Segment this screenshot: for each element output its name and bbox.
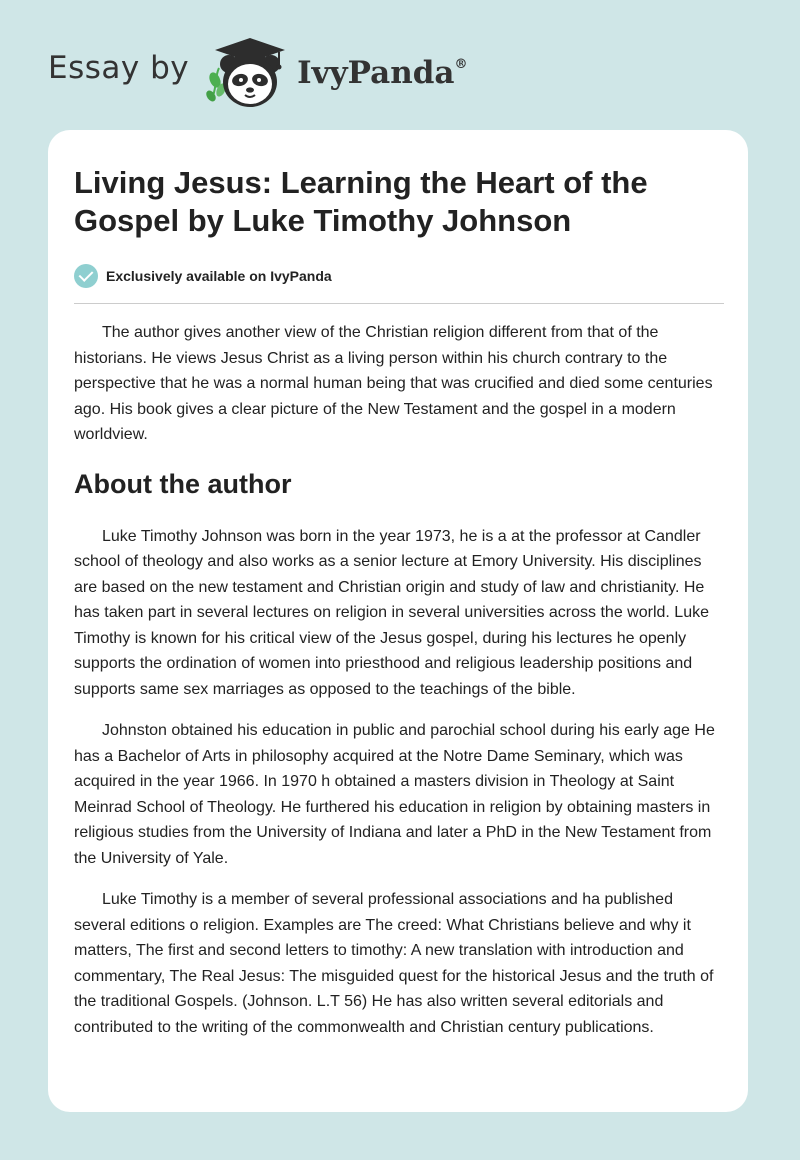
exclusive-badge	[74, 264, 332, 288]
site-header	[48, 34, 468, 114]
intro-paragraph: The author gives another view of the Christian religion different from that of the historians. He views Jesus Christ as a living person within his church contrary to the perspective that he was a normal human being that was crucified and died some centuries ago. His book gives a clear picture of the New Testament and the gospel in a modern worldview.	[74, 324, 713, 443]
registered-mark: ®	[454, 57, 468, 72]
body-paragraph: Luke Timothy Johnson was born in the year 1973, he is a at the professor at Candler school of theology and also works as a senior lecture at Emory University. His disciplines are based on the new testament and Christian origin and study of law and christianity. He has taken part in several lectures on religion in several universities across the world. Luke Timothy is known for his critical view of the Jesus gospel, during his lectures he openly supports the ordination of women into priesthood and religious leadership positions and supports same sex marriages as opposed to the teachings of the bible.	[74, 527, 709, 698]
article-body	[74, 320, 726, 1040]
brand-name[interactable]: IvyPanda®	[297, 55, 468, 91]
section-heading: About the author	[74, 468, 292, 499]
exclusive-badge-text: Exclusively available on IvyPanda	[106, 268, 332, 284]
article-title: Living Jesus: Learning the Heart of the Gospel by Luke Timothy Johnson	[74, 165, 648, 238]
title-divider	[74, 303, 724, 304]
body-paragraph: Luke Timothy is a member of several professional associations and ha published several editions o religion. Examples are The creed: What Christians believe and why it matters, The first and second letters to timothy: A new translation with introduction and commentary, The Real Jesus: The misguided quest for the historical Jesus and the truth of the traditional Gospels. (Johnson. L.T 56) He has also written several editorials and contributed to the writing of the commonwealth and Christian century publications.	[74, 891, 714, 1036]
panda-graduate-icon[interactable]	[205, 34, 295, 114]
check-circle-icon	[74, 264, 98, 288]
essay-by-label: Essay by	[48, 50, 190, 86]
article-card	[48, 130, 748, 1112]
body-paragraph: Johnston obtained his education in public and parochial school during his early age He has a Bachelor of Arts in philosophy acquired at the Notre Dame Seminary, which was acquired in the year 1966. In 1970 h obtained a masters division in Theology at Saint Meinrad School of Theology. He furthered his education in religion by obtaining masters in religious studies from the University of Indiana and later a PhD in the New Testament from the University of Yale.	[74, 722, 715, 867]
